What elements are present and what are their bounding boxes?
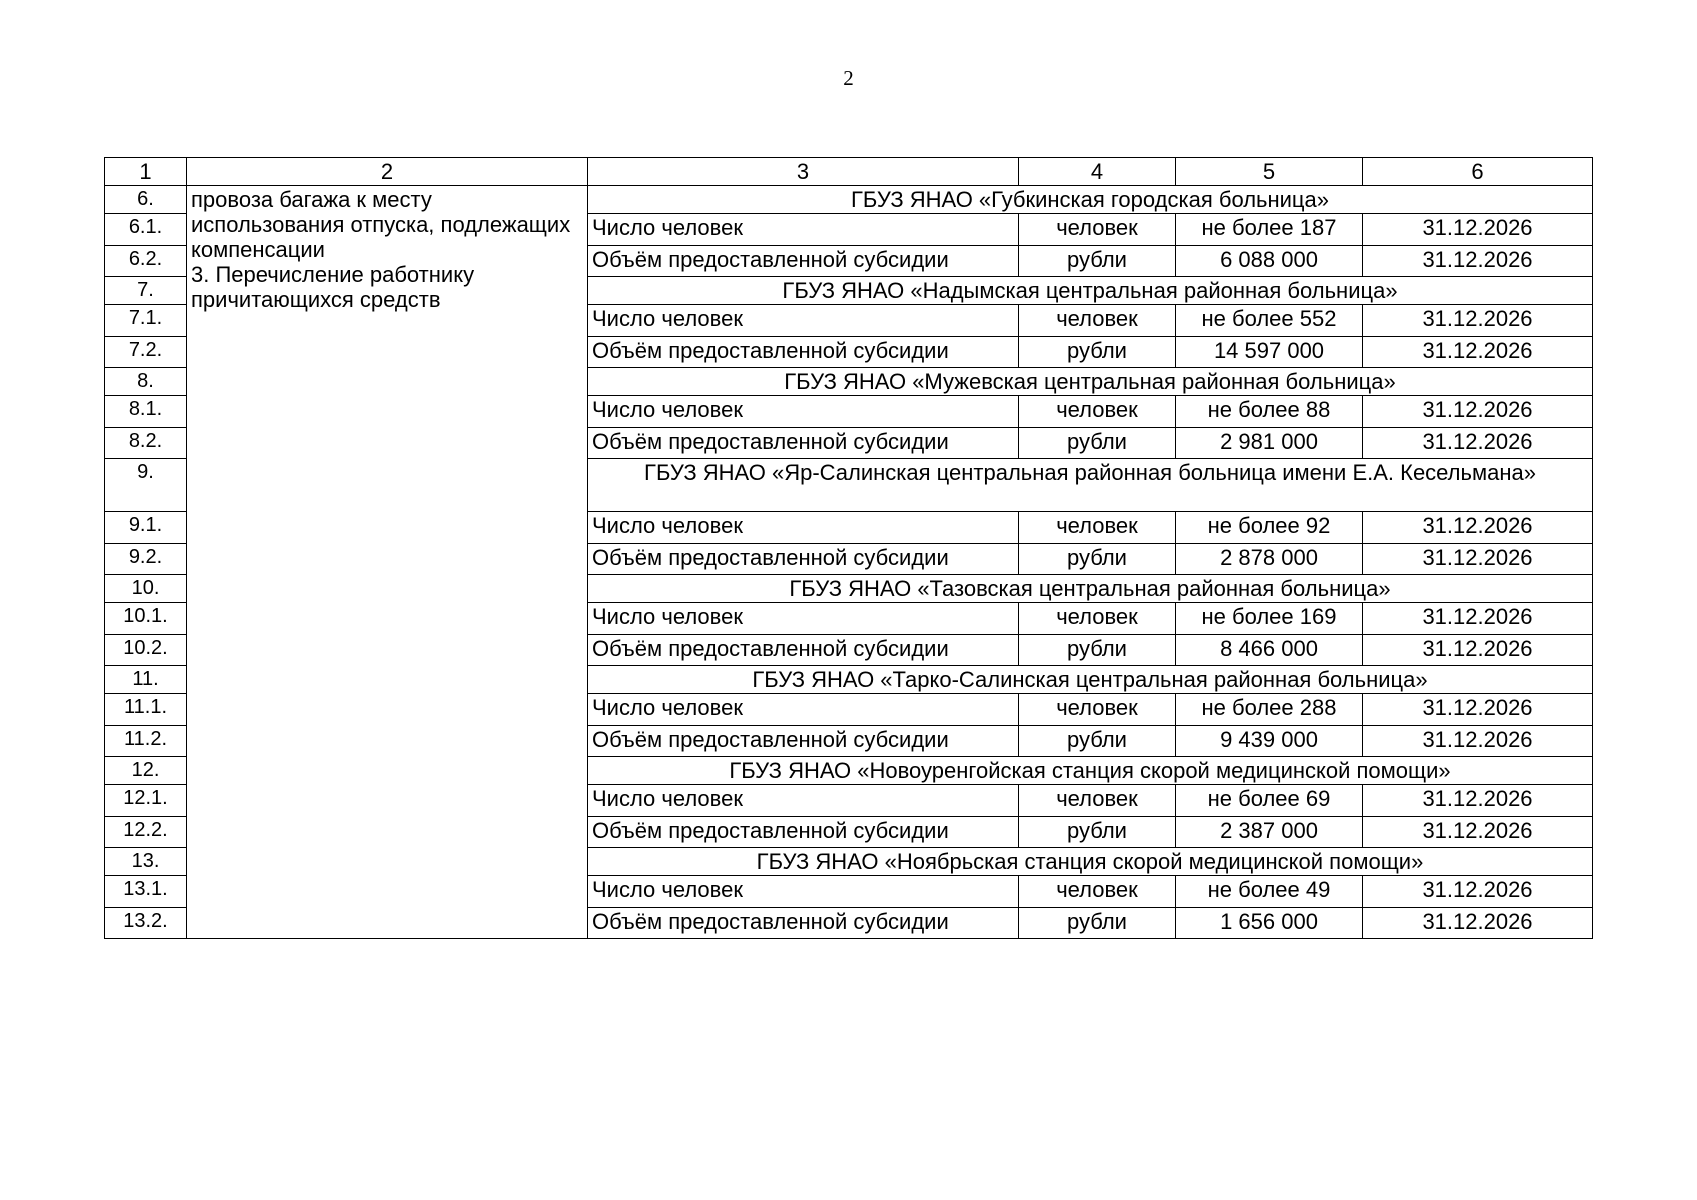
indicator-value: не более 187 xyxy=(1176,214,1363,246)
column-header-6: 6 xyxy=(1363,158,1593,186)
indicator-value: 6 088 000 xyxy=(1176,246,1363,277)
unit-of-measure: рубли xyxy=(1019,908,1176,939)
deadline-date: 31.12.2026 xyxy=(1363,726,1593,757)
description-cell xyxy=(187,186,588,939)
column-header-3: 3 xyxy=(588,158,1019,186)
row-number: 6.2. xyxy=(105,246,187,277)
indicator-name: Объём предоставленной субсидии xyxy=(588,817,1019,848)
indicator-value: не более 49 xyxy=(1176,876,1363,908)
page-number: 2 xyxy=(843,66,854,90)
organization-name: ГБУЗ ЯНАО «Новоуренгойская станция скорой медицинской помощи» xyxy=(588,757,1593,785)
indicator-value: 2 387 000 xyxy=(1176,817,1363,848)
indicator-value: не более 552 xyxy=(1176,305,1363,337)
deadline-date: 31.12.2026 xyxy=(1363,246,1593,277)
row-number: 11.2. xyxy=(105,726,187,757)
row-number: 10.2. xyxy=(105,635,187,666)
unit-of-measure: человек xyxy=(1019,785,1176,817)
row-number: 6.1. xyxy=(105,214,187,246)
indicator-value: не более 92 xyxy=(1176,512,1363,544)
row-number: 10.1. xyxy=(105,603,187,635)
column-header-2: 2 xyxy=(187,158,588,186)
deadline-date: 31.12.2026 xyxy=(1363,305,1593,337)
indicator-name: Число человек xyxy=(588,876,1019,908)
indicator-value: не более 288 xyxy=(1176,694,1363,726)
indicator-name: Объём предоставленной субсидии xyxy=(588,246,1019,277)
indicator-name: Число человек xyxy=(588,305,1019,337)
indicator-name: Число человек xyxy=(588,694,1019,726)
deadline-date: 31.12.2026 xyxy=(1363,635,1593,666)
indicator-value: не более 69 xyxy=(1176,785,1363,817)
unit-of-measure: рубли xyxy=(1019,246,1176,277)
organization-name: ГБУЗ ЯНАО «Ноябрьская станция скорой медицинской помощи» xyxy=(588,848,1593,876)
unit-of-measure: рубли xyxy=(1019,544,1176,575)
organization-name: ГБУЗ ЯНАО «Тарко-Салинская центральная районная больница» xyxy=(588,666,1593,694)
deadline-date: 31.12.2026 xyxy=(1363,214,1593,246)
row-number: 13.1. xyxy=(105,876,187,908)
indicator-name: Число человек xyxy=(588,785,1019,817)
organization-name: ГБУЗ ЯНАО «Мужевская центральная районная больница» xyxy=(588,368,1593,396)
row-number: 9.2. xyxy=(105,544,187,575)
unit-of-measure: рубли xyxy=(1019,726,1176,757)
unit-of-measure: человек xyxy=(1019,603,1176,635)
deadline-date: 31.12.2026 xyxy=(1363,337,1593,368)
unit-of-measure: рубли xyxy=(1019,635,1176,666)
organization-name: ГБУЗ ЯНАО «Губкинская городская больница» xyxy=(588,186,1593,214)
deadline-date: 31.12.2026 xyxy=(1363,603,1593,635)
indicator-value: не более 88 xyxy=(1176,396,1363,428)
indicator-name: Число человек xyxy=(588,396,1019,428)
description-text: провоза багажа к месту использования отпуска, подлежащих компенсации 3. Перечисление работнику причитающихся средств xyxy=(191,187,571,312)
indicators-table-body xyxy=(105,158,1593,939)
row-number: 10. xyxy=(105,575,187,603)
unit-of-measure: человек xyxy=(1019,512,1176,544)
indicator-value: 2 878 000 xyxy=(1176,544,1363,575)
unit-of-measure: человек xyxy=(1019,214,1176,246)
deadline-date: 31.12.2026 xyxy=(1363,512,1593,544)
organization-row xyxy=(105,186,1593,214)
indicator-value: 1 656 000 xyxy=(1176,908,1363,939)
indicator-value: 14 597 000 xyxy=(1176,337,1363,368)
column-header-1: 1 xyxy=(105,158,187,186)
indicator-name: Объём предоставленной субсидии xyxy=(588,428,1019,459)
row-number: 12. xyxy=(105,757,187,785)
indicator-name: Число человек xyxy=(588,512,1019,544)
row-number: 8. xyxy=(105,368,187,396)
deadline-date: 31.12.2026 xyxy=(1363,876,1593,908)
unit-of-measure: человек xyxy=(1019,305,1176,337)
indicator-value: 8 466 000 xyxy=(1176,635,1363,666)
indicator-value: не более 169 xyxy=(1176,603,1363,635)
row-number: 12.2. xyxy=(105,817,187,848)
row-number: 9.1. xyxy=(105,512,187,544)
indicator-name: Число человек xyxy=(588,603,1019,635)
deadline-date: 31.12.2026 xyxy=(1363,694,1593,726)
unit-of-measure: рубли xyxy=(1019,337,1176,368)
row-number: 6. xyxy=(105,186,187,214)
indicator-value: 2 981 000 xyxy=(1176,428,1363,459)
unit-of-measure: человек xyxy=(1019,694,1176,726)
indicator-name: Объём предоставленной субсидии xyxy=(588,337,1019,368)
unit-of-measure: человек xyxy=(1019,876,1176,908)
row-number: 11. xyxy=(105,666,187,694)
unit-of-measure: рубли xyxy=(1019,817,1176,848)
column-header-5: 5 xyxy=(1176,158,1363,186)
unit-of-measure: рубли xyxy=(1019,428,1176,459)
organization-name: ГБУЗ ЯНАО «Тазовская центральная районная больница» xyxy=(588,575,1593,603)
organization-name: ГБУЗ ЯНАО «Надымская центральная районная больница» xyxy=(588,277,1593,305)
deadline-date: 31.12.2026 xyxy=(1363,817,1593,848)
deadline-date: 31.12.2026 xyxy=(1363,785,1593,817)
unit-of-measure: человек xyxy=(1019,396,1176,428)
deadline-date: 31.12.2026 xyxy=(1363,396,1593,428)
deadline-date: 31.12.2026 xyxy=(1363,908,1593,939)
row-number: 8.2. xyxy=(105,428,187,459)
deadline-date: 31.12.2026 xyxy=(1363,428,1593,459)
indicator-name: Объём предоставленной субсидии xyxy=(588,908,1019,939)
column-header-4: 4 xyxy=(1019,158,1176,186)
indicator-name: Объём предоставленной субсидии xyxy=(588,635,1019,666)
organization-name: ГБУЗ ЯНАО «Яр-Салинская центральная районная больница имени Е.А. Кесельмана» xyxy=(588,459,1593,512)
row-number: 12.1. xyxy=(105,785,187,817)
row-number: 7. xyxy=(105,277,187,305)
header-row xyxy=(105,158,1593,186)
row-number: 7.1. xyxy=(105,305,187,337)
row-number: 13. xyxy=(105,848,187,876)
indicators-table xyxy=(104,157,1593,939)
indicator-name: Объём предоставленной субсидии xyxy=(588,726,1019,757)
row-number: 11.1. xyxy=(105,694,187,726)
row-number: 7.2. xyxy=(105,337,187,368)
row-number: 13.2. xyxy=(105,908,187,939)
indicator-value: 9 439 000 xyxy=(1176,726,1363,757)
row-number: 9. xyxy=(105,459,187,512)
indicator-name: Число человек xyxy=(588,214,1019,246)
row-number: 8.1. xyxy=(105,396,187,428)
indicator-name: Объём предоставленной субсидии xyxy=(588,544,1019,575)
deadline-date: 31.12.2026 xyxy=(1363,544,1593,575)
